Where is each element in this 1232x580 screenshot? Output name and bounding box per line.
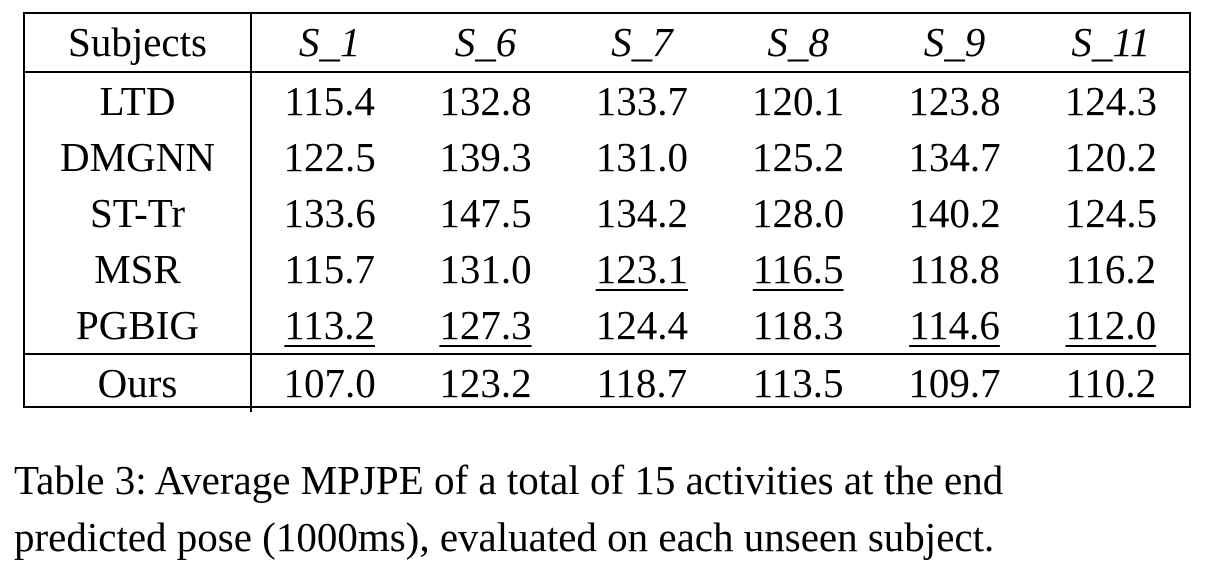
method-name: LTD xyxy=(25,72,251,129)
method-name: Ours xyxy=(25,354,251,412)
value-text: 118.8 xyxy=(909,245,1000,292)
value-text: 118.3 xyxy=(752,301,844,348)
value-text: 140.2 xyxy=(908,189,1001,236)
value-cell xyxy=(407,129,563,185)
value-cell-second-best: 116.5 xyxy=(752,245,844,292)
value-text: 139.3 xyxy=(439,133,532,180)
table-row xyxy=(25,297,1189,354)
value-cell xyxy=(876,72,1032,129)
value-cell xyxy=(251,72,407,129)
value-cell xyxy=(1033,185,1189,241)
value-cell-second-best: 113.2 xyxy=(284,301,376,348)
value-text: 116.2 xyxy=(1065,245,1157,292)
value-cell xyxy=(564,241,720,297)
value-cell xyxy=(564,297,720,354)
value-cell xyxy=(876,185,1032,241)
value-text: 115.7 xyxy=(284,245,376,292)
value-cell xyxy=(720,297,876,354)
value-cell xyxy=(876,129,1032,185)
value-cell xyxy=(1033,129,1189,185)
table-row xyxy=(25,129,1189,185)
value-text: 133.7 xyxy=(595,77,688,124)
value-cell xyxy=(407,297,563,354)
value-text: 124.5 xyxy=(1064,189,1157,236)
caption-line-1: Table 3: Average MPJPE of a total of 15 activities at the end xyxy=(14,457,1004,503)
table-row xyxy=(25,185,1189,241)
header-subject: S_1 xyxy=(251,14,407,72)
header-subject: S_9 xyxy=(876,14,1032,72)
table-body xyxy=(25,72,1189,412)
value-cell xyxy=(564,72,720,129)
value-text: 124.3 xyxy=(1064,77,1157,124)
method-name: DMGNN xyxy=(25,129,251,185)
value-cell xyxy=(1033,297,1189,354)
value-cell xyxy=(407,72,563,129)
value-cell-second-best: 112.0 xyxy=(1065,301,1157,348)
value-cell-second-best: 123.1 xyxy=(595,245,688,292)
table-header-row xyxy=(25,14,1189,72)
value-text: 125.2 xyxy=(752,133,845,180)
table-row xyxy=(25,241,1189,297)
value-cell-second-best: 114.6 xyxy=(909,301,1000,348)
value-cell-best: 110.2 xyxy=(1033,354,1189,412)
value-text: 131.0 xyxy=(595,133,688,180)
method-name: MSR xyxy=(25,241,251,297)
table-caption xyxy=(14,452,1229,566)
table-row-ours xyxy=(25,354,1189,412)
value-text: 120.2 xyxy=(1064,133,1157,180)
header-subject: S_8 xyxy=(720,14,876,72)
value-cell xyxy=(720,129,876,185)
header-subject: S_11 xyxy=(1033,14,1189,72)
value-cell-best: 118.7 xyxy=(564,354,720,412)
header-subjects-label: Subjects xyxy=(25,14,251,72)
value-cell xyxy=(564,185,720,241)
value-text: 134.7 xyxy=(908,133,1001,180)
value-cell xyxy=(251,185,407,241)
value-text: 133.6 xyxy=(283,189,376,236)
header-subject: S_7 xyxy=(564,14,720,72)
value-text: 128.0 xyxy=(752,189,845,236)
caption-line-2: predicted pose (1000ms), evaluated on each unseen subject. xyxy=(14,514,995,560)
value-cell xyxy=(876,297,1032,354)
value-text: 123.8 xyxy=(908,77,1001,124)
table-row xyxy=(25,72,1189,129)
value-text: 134.2 xyxy=(595,189,688,236)
value-cell xyxy=(1033,241,1189,297)
value-cell xyxy=(720,72,876,129)
value-cell xyxy=(251,241,407,297)
method-name: PGBIG xyxy=(25,297,251,354)
header-subject: S_6 xyxy=(407,14,563,72)
value-cell xyxy=(407,241,563,297)
value-text: 120.1 xyxy=(752,77,845,124)
value-cell xyxy=(876,241,1032,297)
value-cell-best: 123.2 xyxy=(407,354,563,412)
value-cell xyxy=(720,185,876,241)
value-cell-best: 107.0 xyxy=(251,354,407,412)
value-cell xyxy=(1033,72,1189,129)
value-cell-best: 113.5 xyxy=(720,354,876,412)
value-cell xyxy=(407,185,563,241)
value-text: 132.8 xyxy=(439,77,532,124)
method-name: ST-Tr xyxy=(25,185,251,241)
value-cell xyxy=(251,297,407,354)
value-text: 131.0 xyxy=(439,245,532,292)
value-cell-second-best: 127.3 xyxy=(439,301,532,348)
value-text: 147.5 xyxy=(439,189,532,236)
value-cell xyxy=(564,129,720,185)
value-cell xyxy=(251,129,407,185)
value-cell-best: 109.7 xyxy=(876,354,1032,412)
value-text: 115.4 xyxy=(284,77,376,124)
value-cell xyxy=(720,241,876,297)
value-text: 122.5 xyxy=(283,133,376,180)
results-table-frame xyxy=(23,12,1191,408)
value-text: 124.4 xyxy=(595,301,688,348)
results-table xyxy=(25,14,1189,412)
